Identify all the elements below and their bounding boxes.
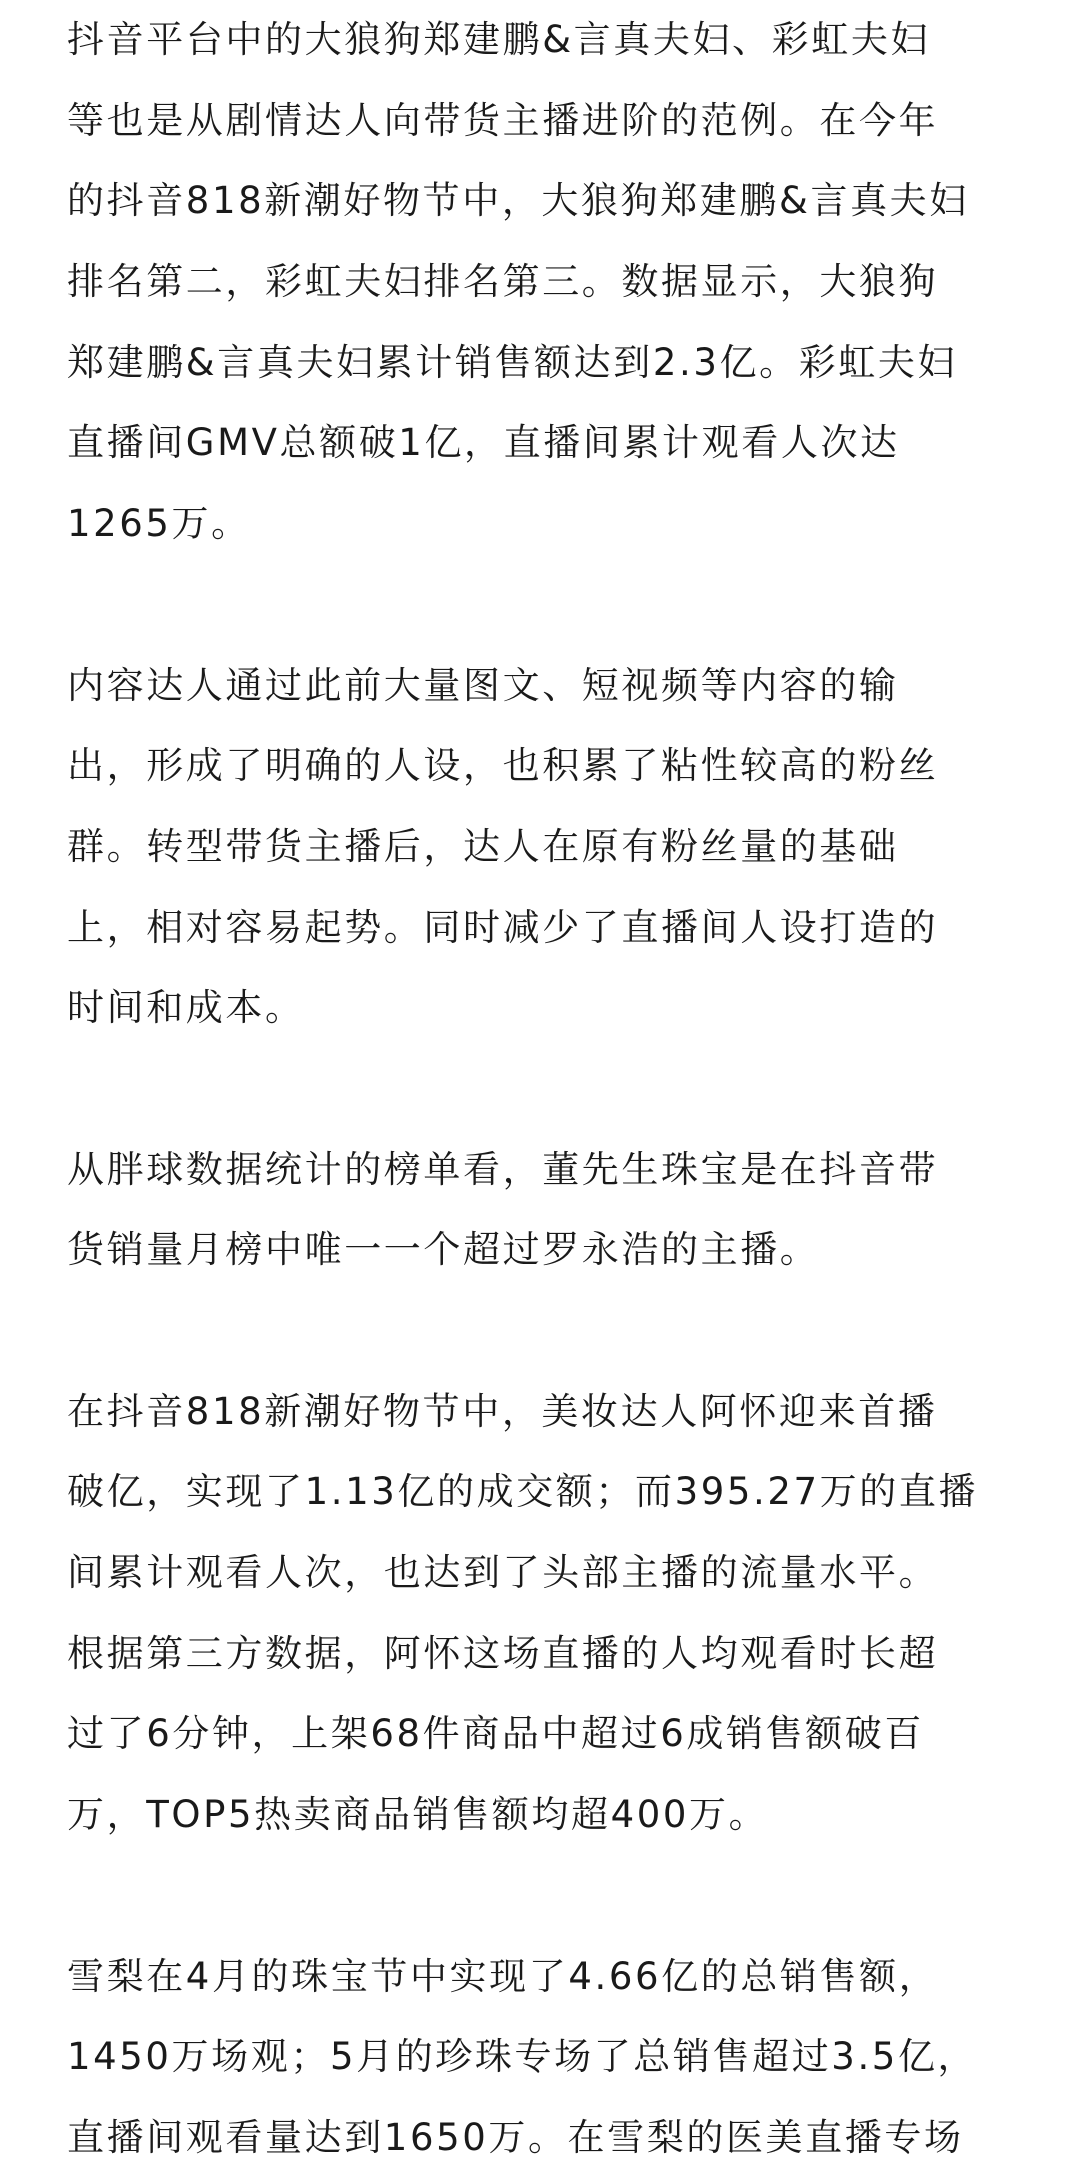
paragraph-line: 间累计观看人次，也达到了头部主播的流量水平。 <box>67 1551 939 1595</box>
paragraph-line: 出，形成了明确的人设，也积累了粘性较高的粉丝 <box>67 744 939 788</box>
paragraph-5 <box>67 1937 1027 2179</box>
paragraph-1 <box>67 0 1027 565</box>
paragraph-line: 郑建鹏&言真夫妇累计销售额达到2.3亿。彩虹夫妇 <box>67 340 958 384</box>
paragraph-2 <box>67 646 1027 1049</box>
paragraph-line: 过了6分钟，上架68件商品中超过6成销售额破百 <box>67 1712 924 1756</box>
paragraph-line: 内容达人通过此前大量图文、短视频等内容的输 <box>67 663 899 707</box>
paragraph-line: 1450万场观；5月的珍珠专场了总销售超过3.5亿， <box>67 2035 978 2079</box>
paragraph-line: 破亿，实现了1.13亿的成交额；而395.27万的直播 <box>67 1470 979 1514</box>
paragraph-line: 根据第三方数据，阿怀这场直播的人均观看时长超 <box>67 1631 939 1675</box>
paragraph-line: 雪梨在4月的珠宝节中实现了4.66亿的总销售额， <box>67 1954 939 1998</box>
paragraph-line: 在抖音818新潮好物节中，美妆达人阿怀迎来首播 <box>67 1389 938 1433</box>
paragraph-3 <box>67 1130 1027 1291</box>
paragraph-line: 从胖球数据统计的榜单看，董先生珠宝是在抖音带 <box>67 1147 939 1191</box>
paragraph-line: 抖音平台中的大狼狗郑建鹏&言真夫妇、彩虹夫妇 <box>67 18 931 61</box>
paragraph-line: 直播间GMV总额破1亿，直播间累计观看人次达 <box>67 421 900 465</box>
paragraph-4 <box>67 1372 1027 1856</box>
paragraph-line: 上，相对容易起势。同时减少了直播间人设打造的 <box>67 905 939 949</box>
paragraph-line: 直播间观看量达到1650万。在雪梨的医美直播专场 <box>67 2115 964 2159</box>
article-body <box>67 0 1027 2179</box>
paragraph-line: 万，TOP5热卖商品销售额均超400万。 <box>67 1793 769 1837</box>
paragraph-line: 时间和成本。 <box>67 986 305 1030</box>
paragraph-line: 的抖音818新潮好物节中，大狼狗郑建鹏&言真夫妇 <box>67 179 969 223</box>
paragraph-line: 群。转型带货主播后，达人在原有粉丝量的基础 <box>67 824 899 868</box>
paragraph-line: 1265万。 <box>67 502 251 546</box>
paragraph-line: 排名第二，彩虹夫妇排名第三。数据显示，大狼狗 <box>67 260 939 304</box>
paragraph-line: 货销量月榜中唯一一个超过罗永浩的主播。 <box>67 1228 820 1272</box>
paragraph-line: 等也是从剧情达人向带货主播进阶的范例。在今年 <box>67 98 939 142</box>
